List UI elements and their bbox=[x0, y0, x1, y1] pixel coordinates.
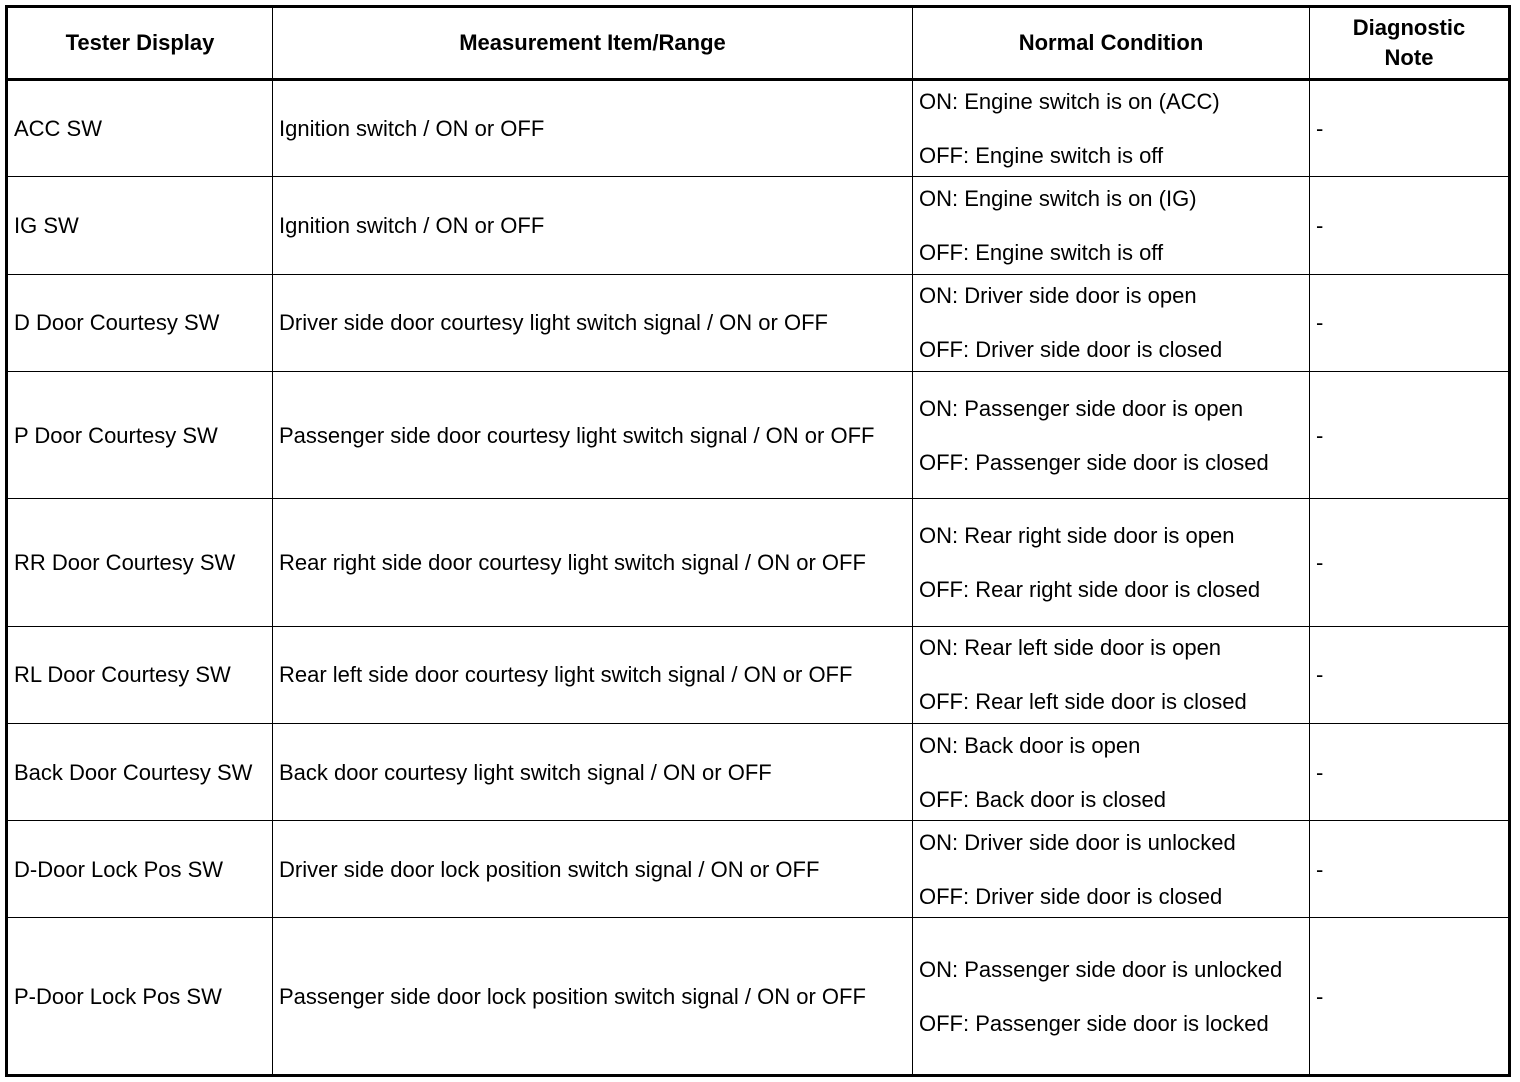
normal-condition-cell bbox=[913, 918, 1310, 1076]
diagnostic-note-cell: - bbox=[1310, 274, 1510, 371]
condition-off: OFF: Passenger side door is locked bbox=[919, 1010, 1269, 1036]
diagnostic-note-cell: - bbox=[1310, 821, 1510, 918]
normal-condition-cell bbox=[913, 80, 1310, 177]
diagnostic-note-cell: - bbox=[1310, 723, 1510, 820]
tester-display-cell: ACC SW bbox=[7, 80, 273, 177]
table-row bbox=[7, 499, 1510, 626]
diagnostic-note-cell: - bbox=[1310, 80, 1510, 177]
condition-off: OFF: Passenger side door is closed bbox=[919, 449, 1269, 475]
tester-display-cell: P Door Courtesy SW bbox=[7, 371, 273, 498]
condition-on: ON: Driver side door is open bbox=[919, 283, 1197, 309]
table-row bbox=[7, 918, 1510, 1076]
table-row bbox=[7, 177, 1510, 274]
table-header bbox=[7, 7, 1510, 80]
tester-display-cell: IG SW bbox=[7, 177, 273, 274]
header-diagnostic-note bbox=[1310, 7, 1510, 80]
measurement-cell: Driver side door lock position switch signal / ON or OFF bbox=[273, 821, 913, 918]
measurement-cell: Rear right side door courtesy light switch signal / ON or OFF bbox=[273, 499, 913, 626]
condition-off: OFF: Rear left side door is closed bbox=[919, 689, 1247, 715]
condition-on: ON: Passenger side door is open bbox=[919, 395, 1244, 421]
normal-condition-cell bbox=[913, 821, 1310, 918]
condition-off: OFF: Engine switch is off bbox=[919, 239, 1164, 265]
table-row bbox=[7, 821, 1510, 918]
normal-condition-cell bbox=[913, 626, 1310, 723]
condition-on: ON: Engine switch is on (IG) bbox=[919, 185, 1197, 211]
measurement-cell: Driver side door courtesy light switch signal / ON or OFF bbox=[273, 274, 913, 371]
diagnostic-note-cell: - bbox=[1310, 371, 1510, 498]
normal-condition-cell bbox=[913, 177, 1310, 274]
header-diagnostic-note-line1: Diagnostic bbox=[1352, 15, 1466, 40]
diagnostic-note-cell: - bbox=[1310, 626, 1510, 723]
tester-display-cell: RR Door Courtesy SW bbox=[7, 499, 273, 626]
normal-condition-cell bbox=[913, 274, 1310, 371]
normal-condition-cell bbox=[913, 499, 1310, 626]
condition-on: ON: Passenger side door is unlocked bbox=[919, 956, 1283, 982]
header-diagnostic-note-line2: Note bbox=[1384, 45, 1434, 70]
measurement-cell: Ignition switch / ON or OFF bbox=[273, 177, 913, 274]
diagnostic-note-cell: - bbox=[1310, 177, 1510, 274]
condition-off: OFF: Driver side door is closed bbox=[919, 337, 1223, 363]
tester-display-cell: Back Door Courtesy SW bbox=[7, 723, 273, 820]
condition-on: ON: Back door is open bbox=[919, 732, 1141, 758]
tester-display-cell: D Door Courtesy SW bbox=[7, 274, 273, 371]
condition-on: ON: Engine switch is on (ACC) bbox=[919, 89, 1220, 115]
condition-off: OFF: Engine switch is off bbox=[919, 143, 1164, 169]
condition-off: OFF: Back door is closed bbox=[919, 786, 1166, 812]
normal-condition-cell bbox=[913, 371, 1310, 498]
condition-off: OFF: Driver side door is closed bbox=[919, 883, 1223, 909]
header-row bbox=[7, 7, 1510, 80]
table-row bbox=[7, 626, 1510, 723]
normal-condition-cell bbox=[913, 723, 1310, 820]
tester-display-cell: RL Door Courtesy SW bbox=[7, 626, 273, 723]
condition-on: ON: Rear right side door is open bbox=[919, 522, 1235, 548]
diagnostic-note-cell: - bbox=[1310, 499, 1510, 626]
diagnostic-note-cell: - bbox=[1310, 918, 1510, 1076]
header-normal-condition: Normal Condition bbox=[913, 7, 1310, 80]
table-row bbox=[7, 723, 1510, 820]
measurement-cell: Rear left side door courtesy light switch signal / ON or OFF bbox=[273, 626, 913, 723]
measurement-cell: Passenger side door courtesy light switch signal / ON or OFF bbox=[273, 371, 913, 498]
header-tester-display: Tester Display bbox=[7, 7, 273, 80]
table-row bbox=[7, 371, 1510, 498]
condition-on: ON: Driver side door is unlocked bbox=[919, 829, 1236, 855]
measurement-cell: Ignition switch / ON or OFF bbox=[273, 80, 913, 177]
table-row bbox=[7, 80, 1510, 177]
tester-display-cell: P-Door Lock Pos SW bbox=[7, 918, 273, 1076]
header-measurement: Measurement Item/Range bbox=[273, 7, 913, 80]
measurement-cell: Passenger side door lock position switch signal / ON or OFF bbox=[273, 918, 913, 1076]
tester-display-cell: D-Door Lock Pos SW bbox=[7, 821, 273, 918]
condition-off: OFF: Rear right side door is closed bbox=[919, 576, 1261, 602]
condition-on: ON: Rear left side door is open bbox=[919, 635, 1222, 661]
table-row bbox=[7, 274, 1510, 371]
measurement-cell: Back door courtesy light switch signal / ON or OFF bbox=[273, 723, 913, 820]
table-body bbox=[7, 80, 1510, 1076]
data-list-table bbox=[5, 5, 1511, 1077]
